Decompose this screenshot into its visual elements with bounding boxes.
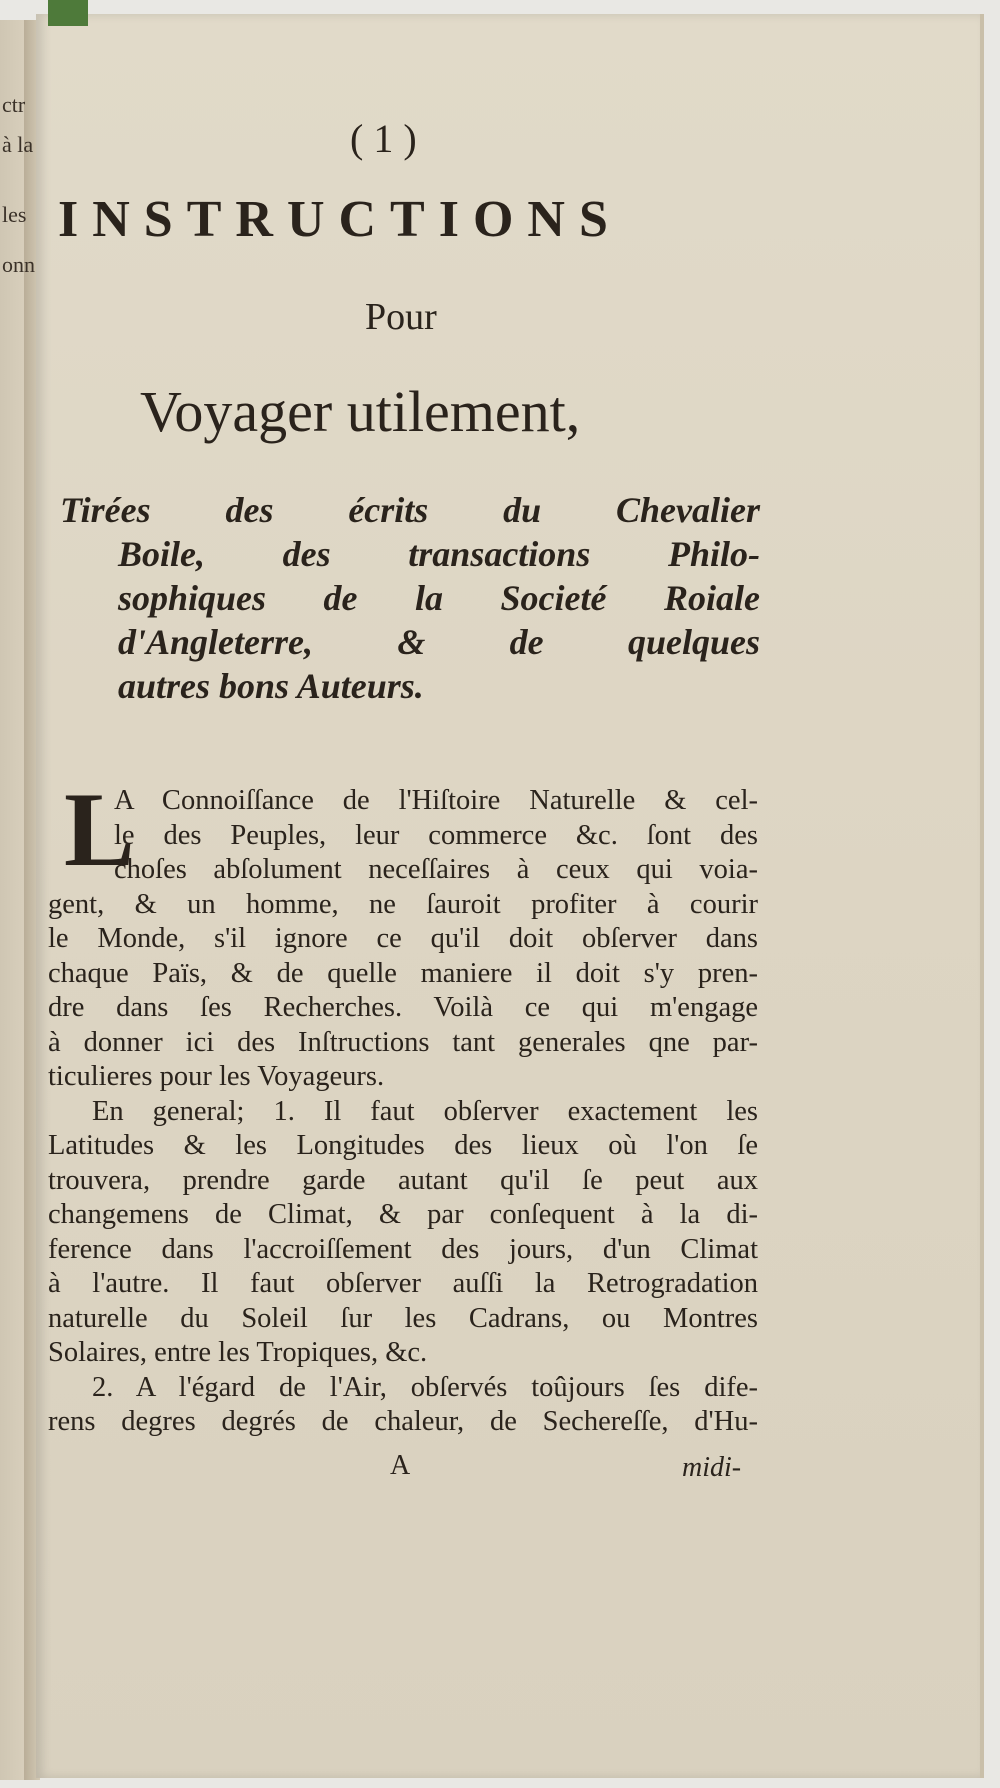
text-line: ference dans l'accroiſſement des jours, d'un Climat <box>48 1233 758 1265</box>
facing-page-fragment: onn <box>2 252 35 277</box>
text-line: En general; 1. Il faut obſerver exactement les <box>92 1095 758 1127</box>
text-line: à donner ici des Inſtructions tant generales qne par- <box>48 1026 758 1058</box>
facing-page-fragment: à la <box>2 132 34 157</box>
signature-mark: A <box>390 1450 411 1481</box>
drop-cap: L <box>64 771 135 888</box>
page-title: INSTRUCTIONS <box>58 191 622 248</box>
subtitle-line: autres bons Auteurs. <box>118 666 424 706</box>
subtitle-line: Boile, des transactions Philo- <box>118 534 760 574</box>
text-line: le des Peuples, leur commerce &c. ſont des <box>114 819 758 851</box>
subtitle-line: d'Angleterre, & de quelques <box>118 622 760 662</box>
heading: Voyager utilement, <box>140 379 581 444</box>
body-text <box>48 784 758 1440</box>
text-line: A Connoiſſance de l'Hiſtoire Naturelle & cel- <box>114 785 758 816</box>
text-line: choſes abſolument neceſſaires à ceux qui voia- <box>114 854 758 885</box>
text-line: changemens de Climat, & par conſequent à la di- <box>48 1199 758 1230</box>
text-line: 2. A l'égard de l'Air, obſervés toûjours ſes dife- <box>92 1371 758 1403</box>
text-line: Solaires, entre les Tropiques, &c. <box>48 1337 428 1368</box>
subtitle-line: Tirées des écrits du Chevalier <box>60 490 760 530</box>
subtitle-line: sophiques de la Societé Roiale <box>118 578 760 618</box>
text-line: ticulieres pour les Voyageurs. <box>48 1061 385 1092</box>
text-line: Latitudes & les Longitudes des lieux où l'on ſe <box>48 1130 758 1161</box>
bookmark-ribbon <box>48 0 88 26</box>
text-line: rens degres degrés de chaleur, de Sechereſſe, d'Hu- <box>48 1406 758 1437</box>
catchword: midi- <box>682 1452 742 1483</box>
title-pour: Pour <box>365 296 437 338</box>
facing-page-fragment: ctr <box>2 92 26 117</box>
text-line: naturelle du Soleil ſur les Cadrans, ou Montres <box>48 1302 758 1334</box>
text-line: trouvera, prendre garde autant qu'il ſe peut aux <box>48 1164 758 1196</box>
subtitle <box>60 488 760 708</box>
facing-page-fragment: les <box>2 202 27 227</box>
page-number: ( 1 ) <box>350 116 417 161</box>
text-line: le Monde, s'il ignore ce qu'il doit obſerver dans <box>48 923 758 954</box>
text-line: à l'autre. Il faut obſerver auſſi la Retrogradation <box>48 1268 758 1299</box>
text-line: chaque Païs, & de quelle maniere il doit s'y pren- <box>48 957 758 989</box>
text-line: gent, & un homme, ne ſauroit profiter à courir <box>48 888 758 920</box>
text-line: dre dans ſes Recherches. Voilà ce qui m'engage <box>48 992 758 1023</box>
